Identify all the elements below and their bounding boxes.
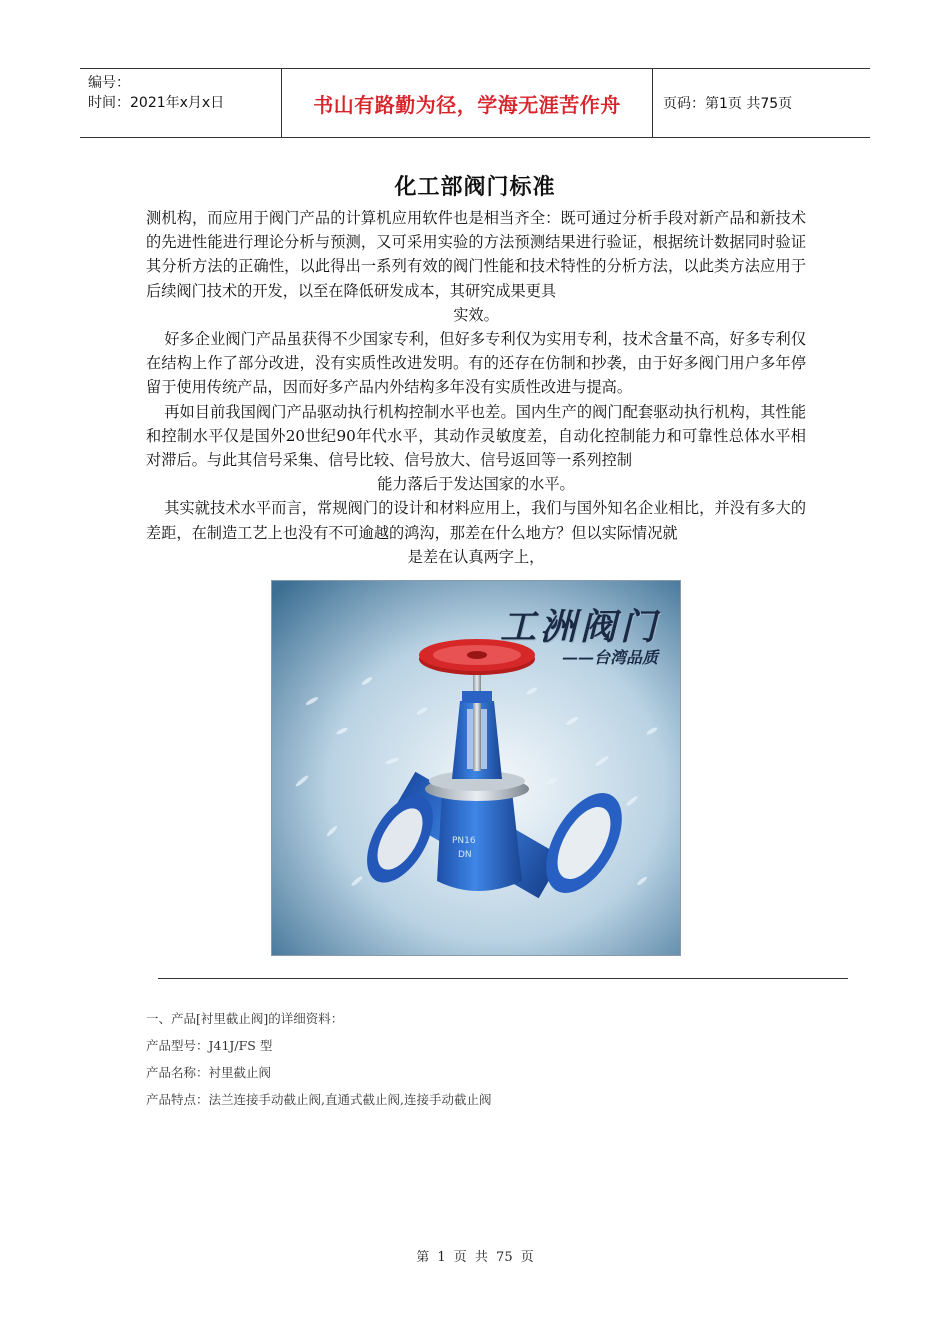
number-label: 编号：	[88, 75, 130, 91]
valve-marking-1: PN16	[452, 836, 476, 846]
product-name: 产品名称：衬里截止阀	[146, 1065, 272, 1080]
paragraph-1-end: 实效。	[453, 305, 499, 324]
page-info: 页码：第1页 共75页	[663, 96, 793, 112]
header-meta	[80, 69, 281, 137]
header-page-info	[653, 69, 870, 137]
product-details	[146, 1005, 491, 1113]
paragraph-3-end: 能力落后于发达国家的水平。	[377, 475, 575, 494]
product-model: 产品型号：J41J/FS 型	[146, 1038, 273, 1053]
time-label: 时间：2021年x月x日	[88, 95, 225, 111]
paragraph-3: 再如目前我国阀门产品驱动执行机构控制水平也差。国内生产的阀门配套驱动执行机构，其性能和控制水平仅是国外20世纪90年代水平，其动作灵敏度差，自动化控制能力和可靠性总体水平相对滞后。与此其信号采集、信号比较、信号放大、信号返回等一系列控制	[146, 402, 806, 470]
details-heading: 一、产品[衬里截止阀]的详细资料：	[146, 1011, 344, 1026]
document-header	[80, 68, 870, 138]
valve-product-image	[271, 580, 681, 956]
paragraph-1: 测机构，而应用于阀门产品的计算机应用软件也是相当齐全：既可通过分析手段对新产品和新技术的先进性能进行理论分析与预测，又可采用实验的方法预测结果进行验证，根据统计数据同时验证其分析方法的正确性，以此得出一系列有效的阀门性能和技术特性的分析方法，以此类方法应用于后续阀门技术的开发，以至在降低研发成本，其研究成果更具	[146, 209, 806, 300]
header-motto-cell	[281, 69, 653, 137]
document-title: 化工部阀门标准	[394, 174, 556, 200]
product-features: 产品特点：法兰连接手动截止阀,直通式截止阀,连接手动截止阀	[146, 1092, 492, 1107]
brand-name: 工洲阀门	[499, 606, 660, 648]
page-footer: 第 1 页 共 75 页	[416, 1250, 534, 1265]
valve-marking-2: DN	[458, 850, 472, 860]
paragraph-2: 好多企业阀门产品虽获得不少国家专利，但好多专利仅为实用专利，技术含量不高，好多专利仅在结构上作了部分改进，没有实质性改进发明。有的还存在仿制和抄袭，由于好多阀门用户多年停留于使用传统产品，因而好多产品内外结构多年没有实质性改进与提高。	[146, 330, 806, 397]
brand-slogan: ——台湾品质	[561, 648, 658, 667]
paragraph-4: 其实就技术水平而言，常规阀门的设计和材料应用上，我们与国外知名企业相比，并没有多大的差距，在制造工艺上也没有不可逾越的鸿沟，那差在什么地方？但以实际情况就	[146, 499, 806, 542]
header-motto: 书山有路勤为径，学海无涯苦作舟	[313, 92, 621, 117]
document-body	[146, 206, 806, 569]
paragraph-4-end: 是差在认真两字上，	[407, 547, 545, 566]
section-divider	[158, 978, 848, 979]
